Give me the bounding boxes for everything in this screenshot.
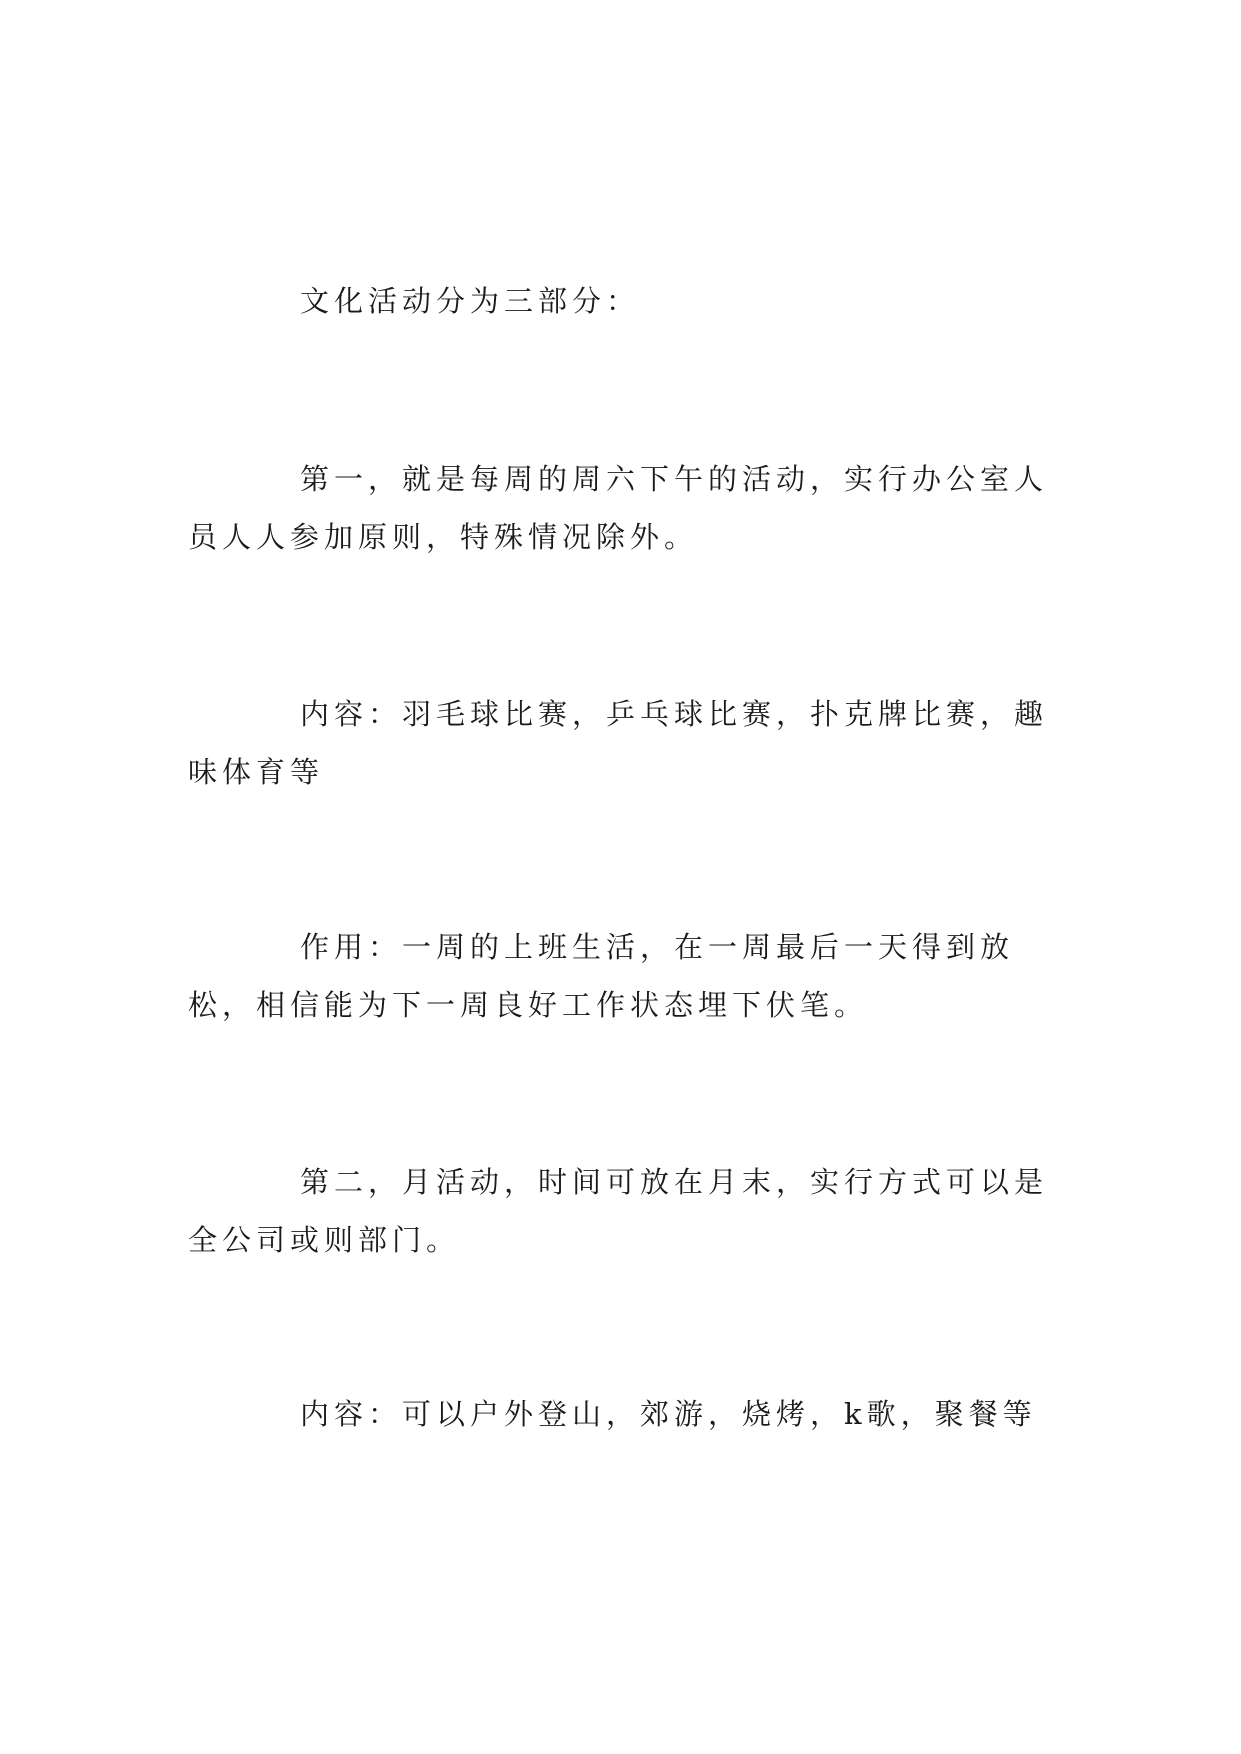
paragraph-second-activity: 第二，月活动，时间可放在月末，实行方式可以是全公司或则部门。 xyxy=(188,1165,1049,1257)
paragraph-first-activity: 第一，就是每周的周六下午的活动，实行办公室人员人人参加原则，特殊情况除外。 xyxy=(188,462,1049,554)
paragraph-first-effect: 作用：一周的上班生活，在一周最后一天得到放松，相信能为下一周良好工作状态埋下伏笔。 xyxy=(188,930,1015,1022)
paragraph-intro: 文化活动分为三部分： xyxy=(300,284,641,318)
paragraph-first-content: 内容：羽毛球比赛，乒乓球比赛，扑克牌比赛，趣味体育等 xyxy=(188,697,1049,789)
paragraph-second-content: 内容：可以户外登山，郊游，烧烤，k歌，聚餐等 xyxy=(300,1397,1037,1431)
